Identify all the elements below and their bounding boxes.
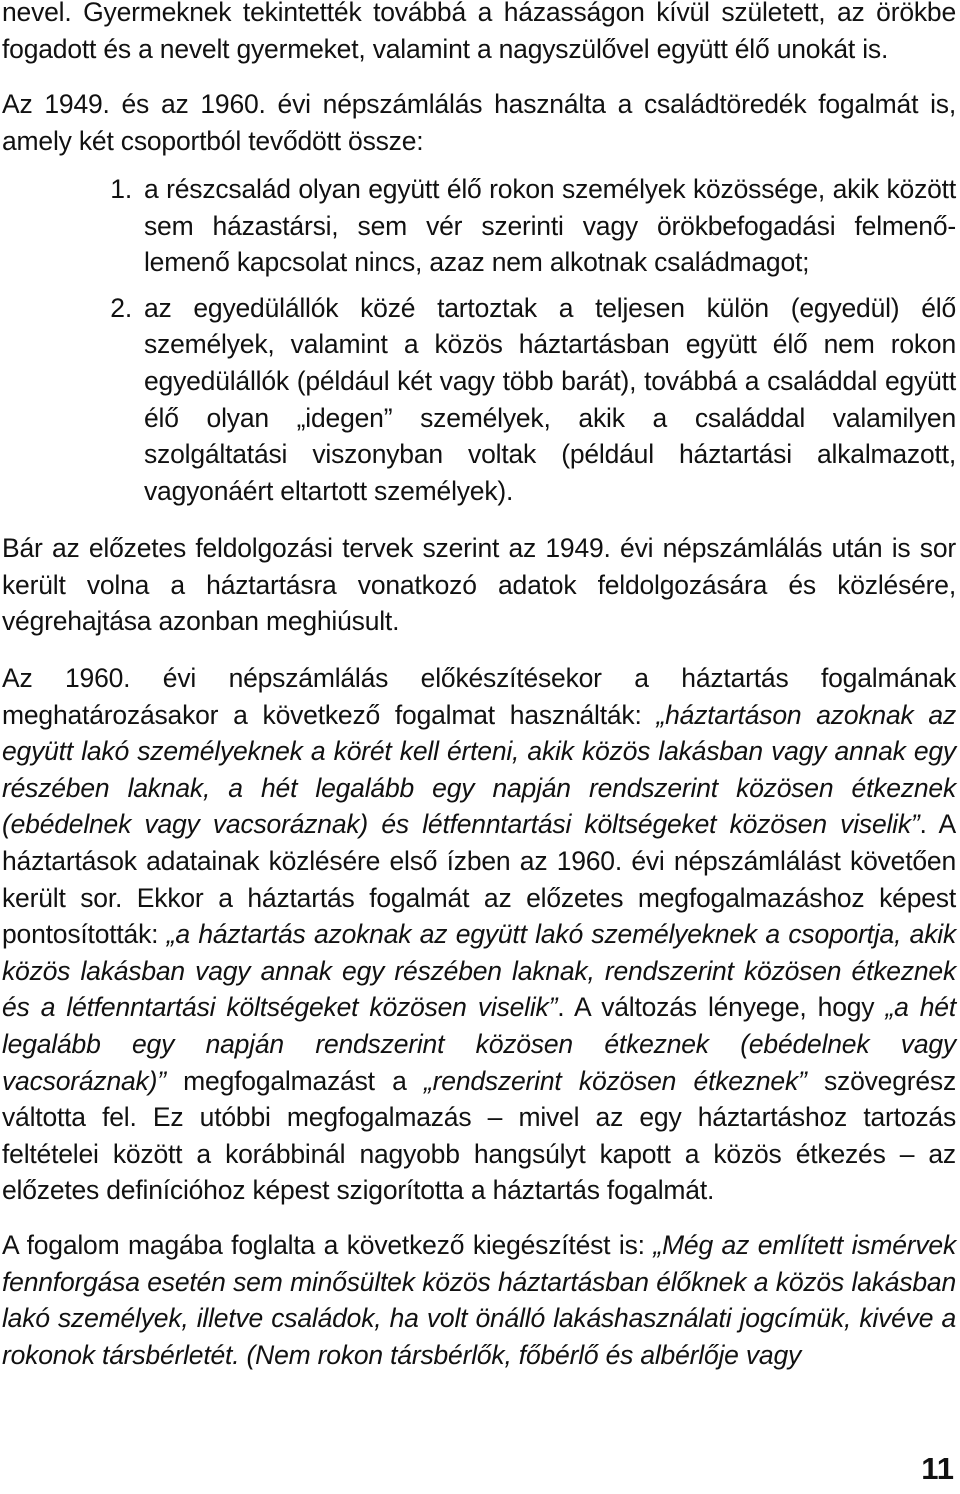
text-run: . A háztartások adatainak közlésére első ízben az 1960. évi népszámlálást követően került sor. Ekkor a háztartás fogalmát az előzetes megfogalmazáshoz képest pontosították: bbox=[2, 809, 956, 950]
list-item bbox=[2, 171, 956, 281]
text-run: Az 1960. évi népszámlálás előkészítésekor a háztartás fogalmának meghatározásakor a következő fogalmat használták: bbox=[2, 663, 956, 730]
text-run: megfogalmazást a bbox=[165, 1065, 425, 1096]
paragraph-1960-household-definition bbox=[2, 660, 956, 1209]
page-number: 11 bbox=[921, 1451, 954, 1486]
list-number: 2. bbox=[110, 292, 132, 323]
paragraph-supplement bbox=[2, 1227, 956, 1373]
text-run: A fogalom magába foglalta a következő kiegészítést is: bbox=[2, 1230, 654, 1260]
family-fragment-list bbox=[2, 171, 956, 518]
paragraph-processing-plans: Bár az előzetes feldolgozási tervek szerint az 1949. évi népszámlálás után is sor került volna a háztartásra vonatkozó adatok feldolgozására és közlésére, végrehajtása azonban meghiúsult. bbox=[2, 533, 956, 637]
quoted-supplement: „Még az említett ismérvek fennforgása esetén sem minősültek közös háztartásban élőknek a közös lakásban lakó személyek, illetve családok, ha volt önálló lakáshasználati jogcímük, kivéve a rokonok társbérletét. (Nem rokon társbérlők, főbérlő és albérlője vagy bbox=[2, 1230, 956, 1370]
list-item-text: az egyedülállók közé tartoztak a teljesen külön (egyedül) élő személyek, valamint a közös háztartásban együtt élő nem rokon egyedülállók (például két vagy több barát), továbbá a családdal együtt élő olyan „idegen” személyek, akik a családdal valamilyen szolgáltatási viszonyban voltak (például háztartási alkalmazott, vagyonáért eltartott személyek). bbox=[144, 292, 956, 506]
list-number: 1. bbox=[110, 174, 132, 204]
text-run: . A változás lényege, hogy bbox=[557, 992, 886, 1023]
paragraph-family-definition-end: nevel. Gyermeknek tekintették továbbá a házasságon kívül született, az örökbe fogadott és a nevelt gyermeket, valamint a nagyszülővel együtt élő unokát is. bbox=[2, 0, 956, 64]
list-item-text: a részcsalád olyan együtt élő rokon személyek közössége, akik között sem házastársi, sem vér szerinti vagy örökbefogadási felmenő-lemenő kapcsolat nincs, azaz nem alkotnak családmagot; bbox=[144, 174, 956, 278]
list-item bbox=[2, 290, 956, 510]
quoted-definition: „a háztartás azoknak az együtt lakó személyeknek a csoportja, akik közös lakásban vagy annak egy részében laknak, rendszerint közösen étkeznek és a létfenntartási költségeket közösen viselik” bbox=[2, 919, 957, 1023]
text-run: szövegrész váltotta fel. Ez utóbbi megfogalmazás – mivel az egy háztartáshoz tartozás feltételei között a korábbinál nagyobb hangsúlyt kapott a közös étkezés – az előzetes definícióhoz képest szigorította a háztartás fogalmát. bbox=[2, 1065, 956, 1206]
paragraph-family-fragment-intro: Az 1949. és az 1960. évi népszámlálás használta a családtöredék fogalmát is, amely két csoportból tevődött össze: bbox=[2, 89, 956, 156]
quoted-definition: „háztartáson azoknak az együtt lakó személyeknek a körét kell érteni, akik közös lakásban vagy annak egy részében laknak, a hét legalább egy napján rendszerint közösen étkeznek (ebédelnek vagy vacsoráznak) és létfenntartási költségeket közösen viselik” bbox=[2, 699, 956, 840]
quoted-phrase: „rendszerint közösen étkeznek” bbox=[424, 1065, 807, 1096]
quoted-phrase: „a hét legalább egy napján rendszerint közösen étkeznek (ebédelnek vagy vacsoráznak)” bbox=[2, 992, 956, 1096]
